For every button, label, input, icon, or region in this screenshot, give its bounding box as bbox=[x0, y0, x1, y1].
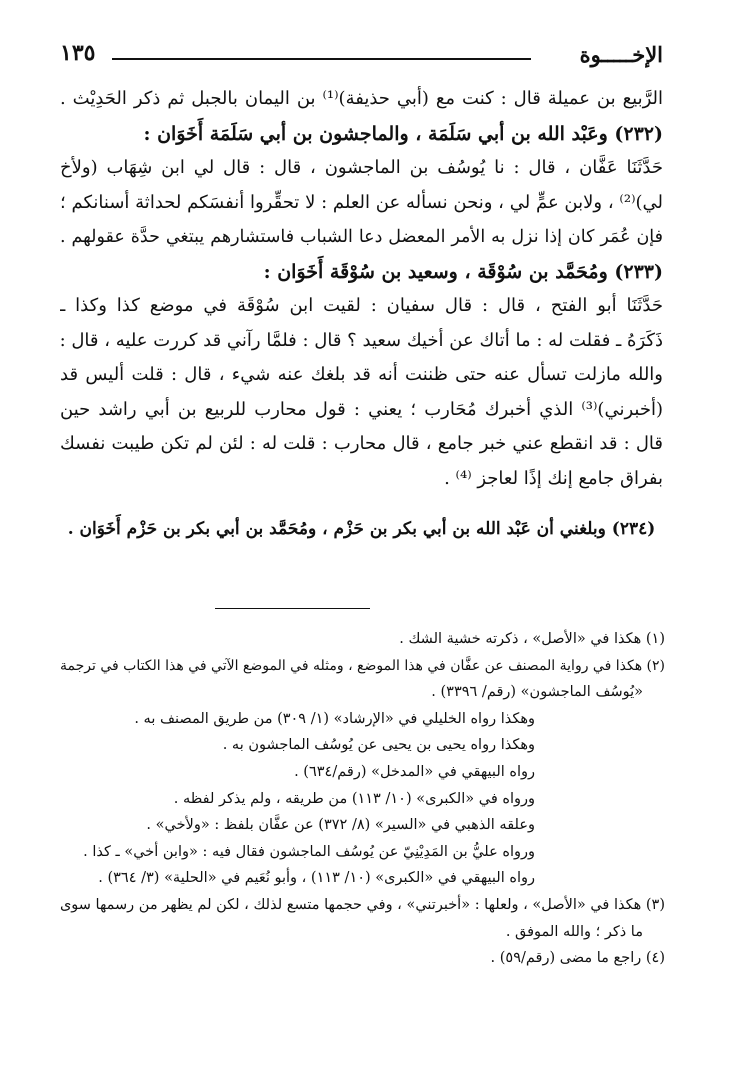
footnote-line: رواه البيهقي في «الكبرى» (١٠/ ١١٣) ، وأبو نُعَيم في «الحلية» (٣/ ٣٦٤) . bbox=[98, 870, 535, 887]
text-line: حَدَّثَنَا عَفَّان ، قال : نا يُوسُف بن الماجشون ، قال : قال لي ابن شِهَاب (ولأخ bbox=[60, 157, 663, 178]
text-line: لي)⁽²⁾ ، ولابن عمٍّ لي ، ونحن نسأله عن العلم : لا تحقِّروا أنفسَكم لحداثة أسنانكم ؛ bbox=[60, 191, 663, 213]
running-title: الإخـــــوة bbox=[579, 42, 663, 67]
text-line: فإن عُمَر كان إذا نزل به الأمر المعضل دعا الشباب فاستشارهم يبتغي حدَّة عقولهم . bbox=[60, 227, 663, 247]
footnote-line: «يُوسُف الماجشون» (رقم/ ٣٣٩٦) . bbox=[431, 684, 643, 701]
text-line: ذَكَرَهُ ـ فقلت له : ما أتاك عن أخيك سعيد ؟ قال : فلمَّا رآني قد كررت عليه ، قال : bbox=[60, 329, 663, 351]
footnote-line: ورواه في «الكبرى» (١٠/ ١١٣) من طريقه ، ولم يذكر لفظه . bbox=[173, 790, 535, 807]
section-heading-232: (٢٣٢) وعَبْد الله بن أبي سَلَمَة ، والماجشون بن أبي سَلَمَة أَخَوَان : bbox=[143, 122, 663, 145]
section-heading-233: (٢٣٣) ومُحَمَّد بن سُوْقَة ، وسعيد بن سُوْقَة أَخَوَان : bbox=[263, 260, 663, 283]
footnote-line: (٤) راجع ما مضى (رقم/٥٩) . bbox=[490, 950, 665, 967]
text-line: (أخبرني)⁽³⁾ الذي أخبرك مُحَارب ؛ يعني : قول محارب للربيع بن أبي راشد حين bbox=[60, 398, 663, 420]
footnote-line: ورواه عليُّ بن المَدِيْنِيّ عن يُوسُف الماجشون فقال فيه : «وابن أخي» ـ كذا . bbox=[83, 843, 535, 860]
footnotes bbox=[60, 626, 665, 972]
text-line: الرَّبيع بن عميلة قال : كنت مع (أبي حذيفة)⁽¹⁾ بن اليمان بالجبل ثم ذكر الحَدِيْث . bbox=[60, 88, 663, 109]
header-rule bbox=[112, 58, 531, 60]
footnote-line: رواه البيهقي في «المدخل» (رقم/٦٣٤) . bbox=[294, 763, 535, 780]
footnote-line: وهكذا رواه الخليلي في «الإرشاد» (١/ ٣٠٩) من طريق المصنف به . bbox=[134, 710, 535, 727]
text-line: قال : قد انقطع عني خبر جامع ، قال محارب : قلت له : لئن لم تكن طيبت نفسك bbox=[60, 433, 663, 454]
text-line: بفراق جامع إنك إذًا لعاجز ⁽⁴⁾ . bbox=[444, 467, 663, 489]
footnote-line: وعلقه الذهبي في «السير» (٨/ ٣٧٢) عن عفَّان بلفظ : «ولأخي» . bbox=[146, 817, 535, 834]
page-number: ١٣٥ bbox=[60, 40, 96, 66]
footnote-rule bbox=[215, 608, 370, 609]
footnote-line: وهكذا رواه يحيى بن يحيى عن يُوسُف الماجشون به . bbox=[222, 737, 535, 754]
footnote-line: (٢) هكذا في رواية المصنف عن عفَّان في هذا الموضع ، ومثله في الموضع الآتي في هذا الكتاب في ترجمة bbox=[60, 657, 665, 674]
footnote-line: (٣) هكذا في «الأصل» ، ولعلها : «أخبرتني» ، وفي حجمها متسع لذلك ، لكن لم يظهر من رسمها سوى bbox=[60, 896, 665, 913]
text-line: حَدَّثَنَا أبو الفتح ، قال : قال سفيان : لقيت ابن سُوْقَة في موضع كذا وكذا ـ bbox=[60, 295, 663, 316]
section-heading-234: (٢٣٤) وبلغني أن عَبْد الله بن أبي بكر بن حَزْم ، ومُحَمَّد بن أبي بكر بن حَزْم أَخَوَان . bbox=[67, 519, 656, 539]
text-line: والله مازلت تسأل عنه حتى ظننت أنه قد بلغك عنه شيء ، قال : قلت أليس قد bbox=[60, 364, 663, 385]
footnote-line: ما ذكر ؛ والله الموفق . bbox=[505, 923, 643, 940]
running-header bbox=[60, 40, 663, 76]
footnote-line: (١) هكذا في «الأصل» ، ذكرته خشية الشك . bbox=[399, 631, 665, 647]
main-text bbox=[60, 82, 663, 547]
